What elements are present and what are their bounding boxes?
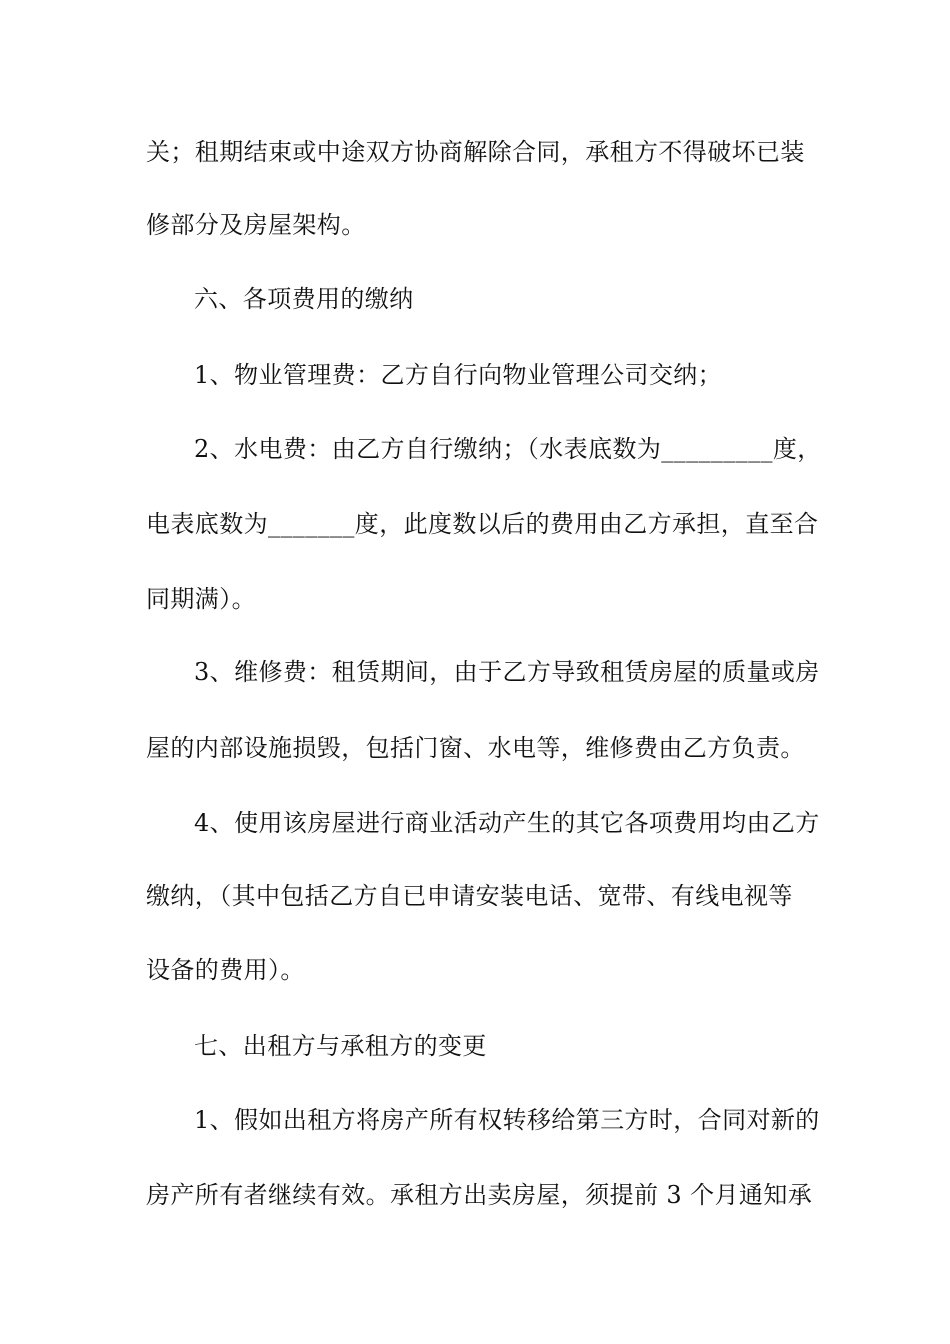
- text-line: 3、维修费：租赁期间，由于乙方导致租赁房屋的质量或房: [194, 658, 820, 686]
- text-line: 缴纳，（其中包括乙方自已申请安装电话、宽带、有线电视等: [146, 882, 793, 910]
- text-line: 屋的内部设施损毁，包括门窗、水电等，维修费由乙方负责。: [146, 734, 805, 762]
- text-line: 同期满）。: [146, 585, 256, 613]
- text-line: 设备的费用）。: [146, 956, 305, 984]
- text-line: 2、水电费：由乙方自行缴纳；（水表底数为_________度，: [194, 435, 822, 463]
- text-line: 房产所有者继续有效。承租方出卖房屋，须提前 3 个月通知承: [146, 1181, 813, 1209]
- text-line: 修部分及房屋架构。: [146, 211, 366, 239]
- text-line: 关；租期结束或中途双方协商解除合同，承租方不得破坏已装: [146, 138, 805, 166]
- section-heading: 六、各项费用的缴纳: [194, 285, 414, 313]
- text-line: 4、使用该房屋进行商业活动产生的其它各项费用均由乙方: [194, 809, 820, 837]
- text-line: 1、物业管理费：乙方自行向物业管理公司交纳；: [194, 361, 723, 389]
- text-line: 电表底数为_______度，此度数以后的费用由乙方承担，直至合: [146, 510, 819, 538]
- text-line: 1、假如出租方将房产所有权转移给第三方时，合同对新的: [194, 1106, 820, 1134]
- section-heading: 七、出租方与承租方的变更: [194, 1032, 487, 1060]
